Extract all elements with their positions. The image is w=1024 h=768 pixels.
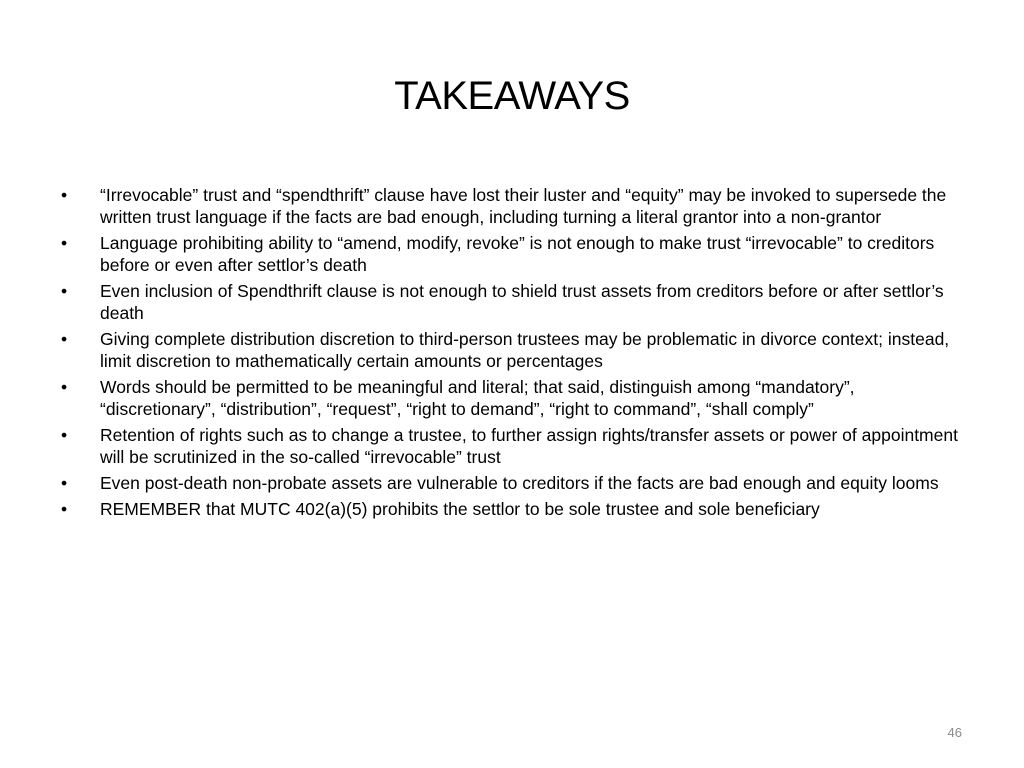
bullet-item: [61, 376, 971, 420]
bullet-icon: •: [61, 425, 68, 445]
bullet-item: [61, 280, 971, 324]
bullet-text: “Irrevocable” trust and “spendthrift” clause have lost their luster and “equity” may be invoked to supersede the written trust language if the facts are bad enough, including turning a literal grantor into a non-grantor: [100, 185, 947, 227]
bullet-item: [61, 184, 971, 228]
bullet-icon: •: [61, 233, 68, 253]
bullet-item: [61, 232, 971, 276]
bullet-list: [61, 184, 971, 524]
bullet-text: Words should be permitted to be meaningful and literal; that said, distinguish among “mandatory”, “discretionary”, “distribution”, “request”, “right to demand”, “right to command”, “shall comply”: [100, 377, 855, 419]
bullet-icon: •: [61, 499, 68, 519]
bullet-item: [61, 472, 971, 494]
bullet-item: [61, 424, 971, 468]
bullet-text: REMEMBER that MUTC 402(a)(5) prohibits the settlor to be sole trustee and sole beneficiary: [100, 499, 820, 519]
bullet-icon: •: [61, 185, 68, 205]
bullet-text: Even post-death non-probate assets are vulnerable to creditors if the facts are bad enough and equity looms: [100, 473, 939, 493]
bullet-icon: •: [61, 377, 68, 397]
bullet-icon: •: [61, 329, 68, 349]
bullet-icon: •: [61, 281, 68, 301]
page-number: 46: [947, 725, 962, 740]
bullet-item: [61, 498, 971, 520]
bullet-text: Retention of rights such as to change a trustee, to further assign rights/transfer assets or power of appointment will be scrutinized in the so-called “irrevocable” trust: [100, 425, 958, 467]
bullet-text: Language prohibiting ability to “amend, modify, revoke” is not enough to make trust “irrevocable” to creditors before or even after settlor’s death: [100, 233, 935, 275]
bullet-item: [61, 328, 971, 372]
bullet-text: Even inclusion of Spendthrift clause is not enough to shield trust assets from creditors before or after settlor’s death: [100, 281, 944, 323]
bullet-icon: •: [61, 473, 68, 493]
slide-title: TAKEAWAYS: [394, 74, 630, 118]
bullet-text: Giving complete distribution discretion to third-person trustees may be problematic in divorce context; instead, limit discretion to mathematically certain amounts or percentages: [100, 329, 950, 371]
